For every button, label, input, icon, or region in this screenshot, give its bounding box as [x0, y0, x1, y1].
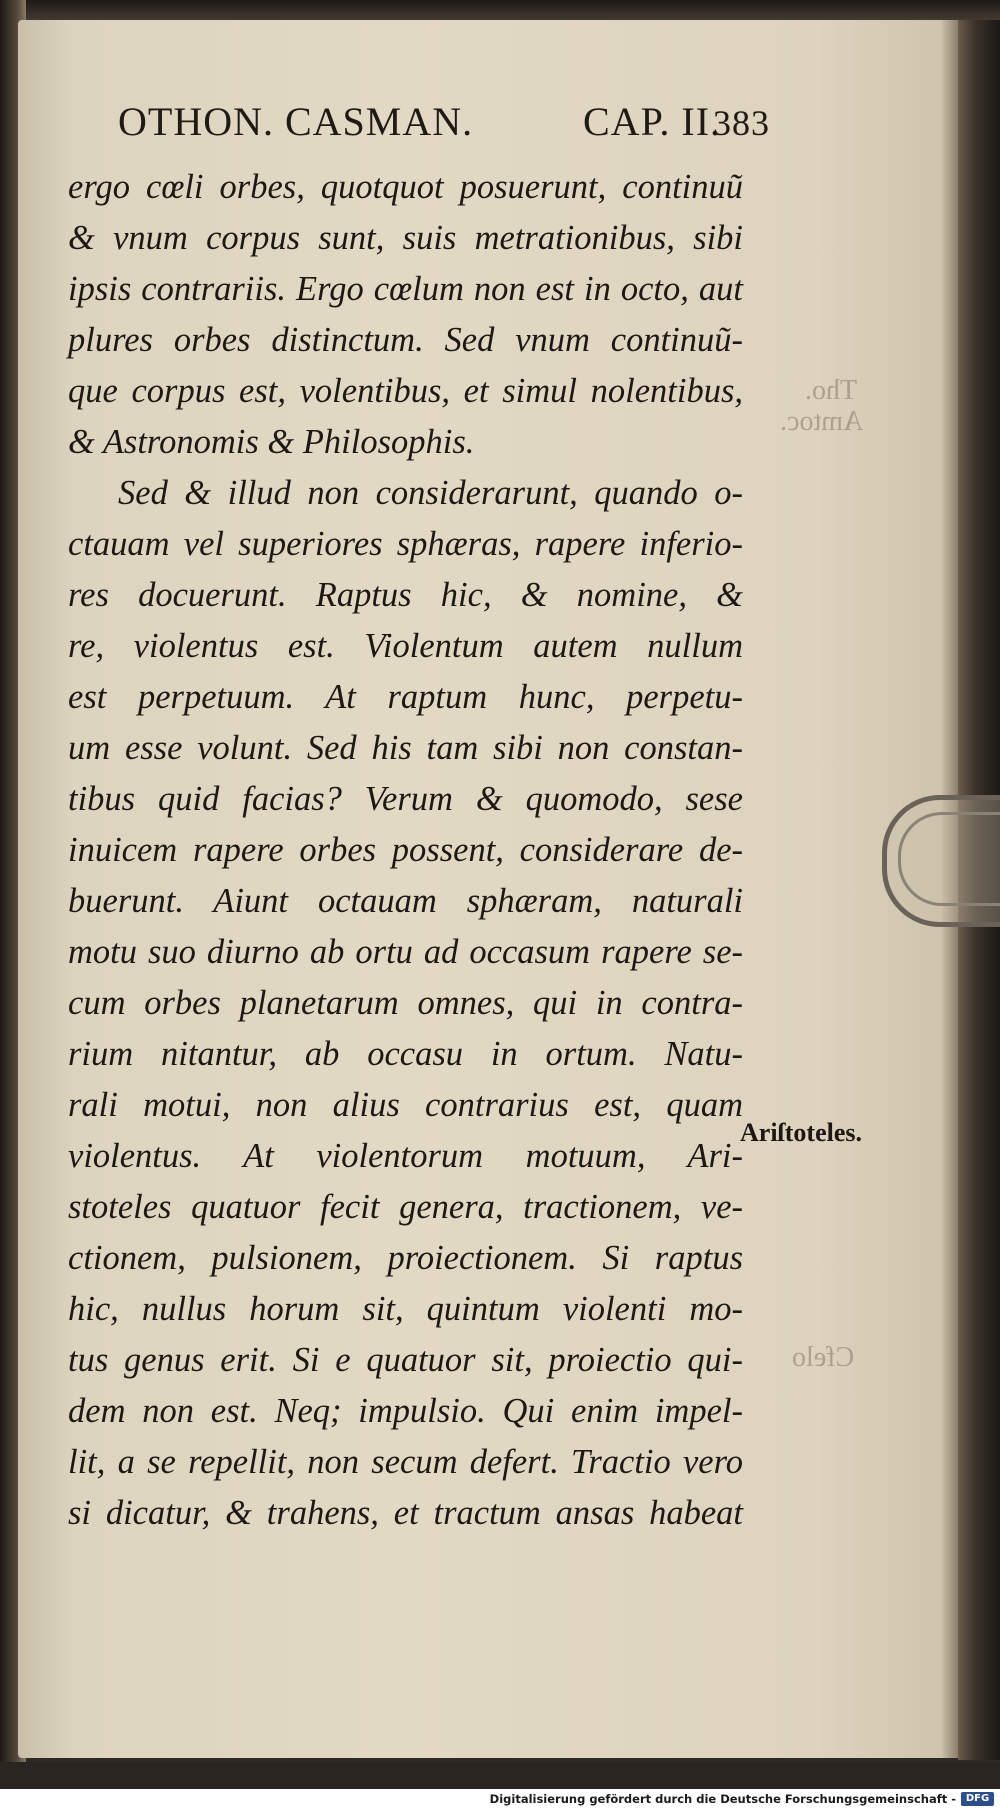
text-line: rium nitantur, ab occasu in ortum. Natu-	[68, 1035, 743, 1073]
text-line: motu suo diurno ab ortu ad occasum rapere se-	[68, 933, 743, 971]
text-line: ipsis contrariis. Ergo cœlum non est in octo, aut	[68, 270, 743, 308]
text-line: rali motui, non alius contrarius est, quam	[68, 1086, 743, 1124]
text-line: si dicatur, & trahens, et tractum ansas habeat	[68, 1494, 743, 1532]
text-line: lit, a se repellit, non secum defert. Tractio vero	[68, 1443, 743, 1481]
running-header	[118, 98, 770, 145]
text-line: um esse volunt. Sed his tam sibi non constan-	[68, 729, 743, 767]
text-line: Sed & illud non considerarunt, quando o-	[118, 474, 743, 512]
text-line: ctionem, pulsionem, proiectionem. Si raptus	[68, 1239, 743, 1277]
text-line: & vnum corpus sunt, suis metrationibus, sibi	[68, 219, 743, 257]
show-through-smudge: Tho.	[805, 375, 858, 406]
marginal-note: Ariſtoteles.	[740, 1118, 863, 1147]
text-line: que corpus est, volentibus, et simul nolentibus,	[68, 372, 743, 410]
text-line: stoteles quatuor fecit genera, tractionem, ve-	[68, 1188, 743, 1226]
text-line: re, violentus est. Violentum autem nullum	[68, 627, 743, 665]
funding-credit: Digitalisierung gefördert durch die Deutsche Forschungsgemeinschaft -	[489, 1792, 956, 1806]
header-chapter: CAP. II.	[583, 99, 722, 144]
page-number: 383	[713, 103, 770, 143]
text-line: est perpetuum. At raptum hunc, perpetu-	[68, 678, 743, 716]
text-line: cum orbes planetarum omnes, qui in contra-	[68, 984, 743, 1022]
page-clip-inner	[898, 812, 1000, 906]
show-through-smudge: Cfelo	[792, 1342, 855, 1373]
text-line: res docuerunt. Raptus hic, & nomine, &	[68, 576, 743, 614]
text-line: tus genus erit. Si e quatuor sit, proiectio qui-	[68, 1341, 743, 1379]
show-through-smudge: Amtoc.	[780, 406, 864, 437]
text-line: dem non est. Neq; impulsio. Qui enim impel-	[68, 1392, 743, 1430]
text-line: tibus quid facias? Verum & quomodo, sese	[68, 780, 743, 818]
text-line: violentus. At violentorum motuum, Ari-	[68, 1137, 743, 1175]
digitization-footer	[0, 1789, 1000, 1809]
text-line: plures orbes distinctum. Sed vnum continuũ-	[68, 321, 743, 359]
dfg-logo: DFG	[961, 1792, 994, 1806]
text-line: buerunt. Aiunt octauam sphæram, naturali	[68, 882, 743, 920]
text-line: & Astronomis & Philosophis.	[68, 423, 475, 461]
body-text-block	[68, 162, 743, 1539]
text-line: ctauam vel superiores sphæras, rapere inferio-	[68, 525, 743, 563]
header-author: OTHON. CASMAN.	[118, 99, 474, 144]
text-line: hic, nullus horum sit, quintum violenti mo-	[68, 1290, 743, 1328]
text-line: inuicem rapere orbes possent, considerare de-	[68, 831, 743, 869]
text-line: ergo cœli orbes, quotquot posuerunt, continuũ	[68, 168, 743, 206]
